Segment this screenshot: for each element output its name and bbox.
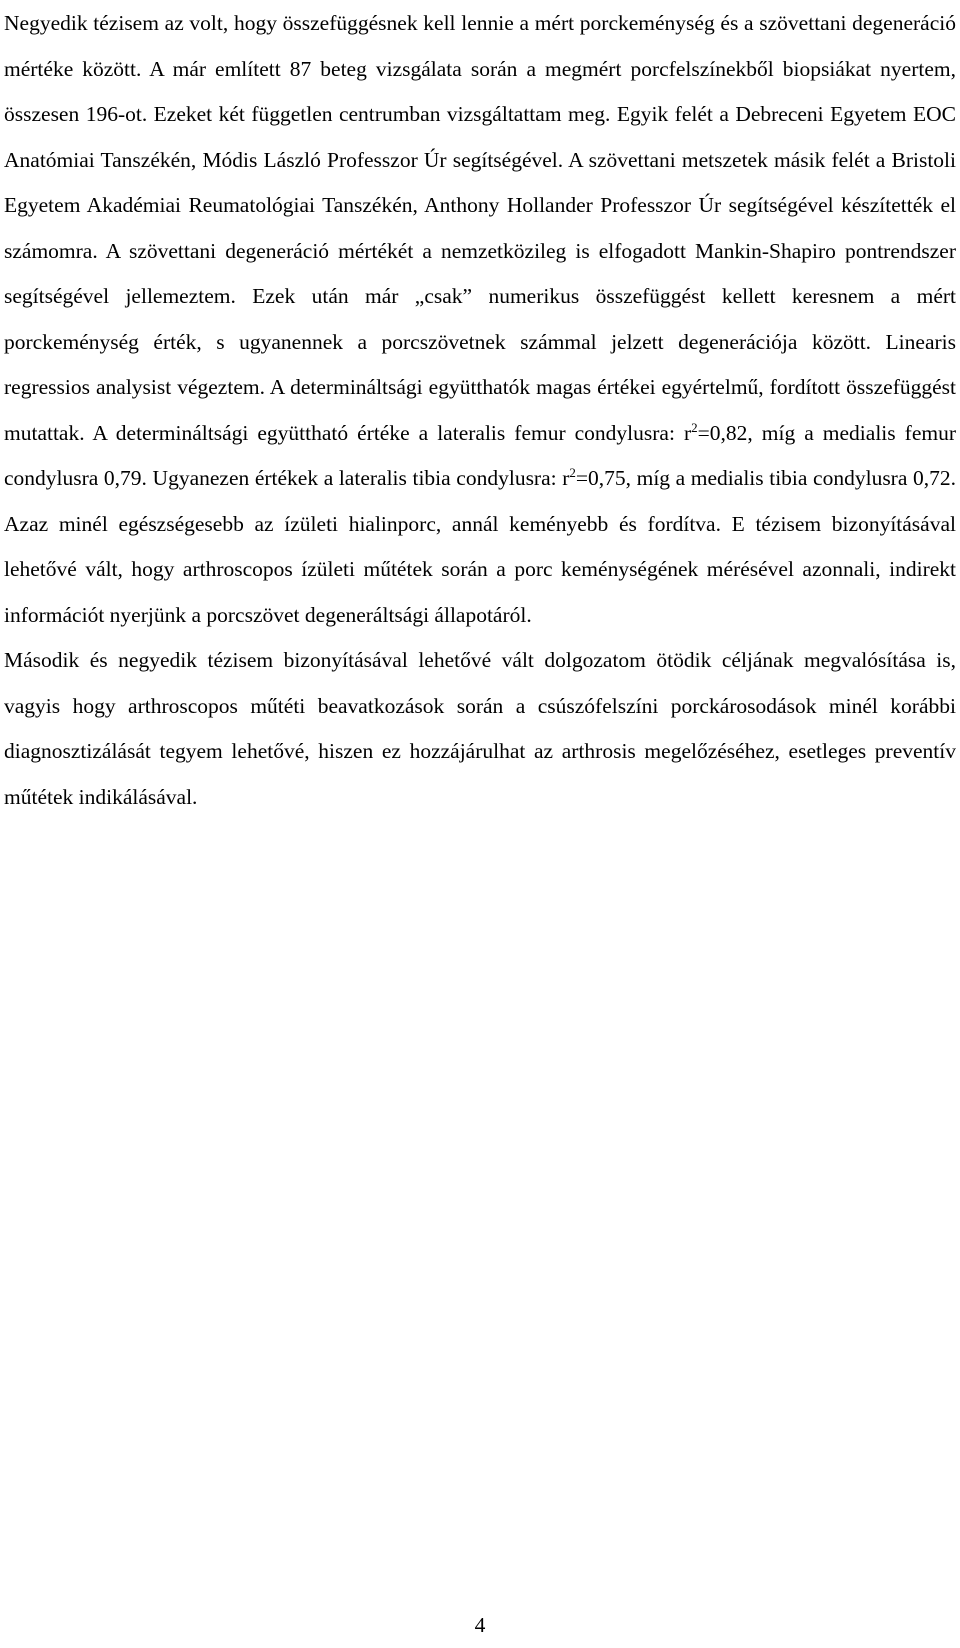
paragraph-text-segment: =0,82, míg a medialis femur condylusra 0,79. Ugyanezen értékek a lateralis tibia condylusra: r — [4, 420, 956, 490]
paragraph-text-segment: =0,75, míg a medialis tibia condylusra 0,72. Azaz minél egészségesebb az ízületi hialinporc, annál keményebb és fordítva. E tézisem bizonyításával lehetővé vált, hogy arthroscopos ízületi műtétek során a porc keménységének mérésével azonnali, indirekt információt nyerjünk a porcszövet degeneráltsági állapotáról. — [4, 466, 956, 627]
page-number: 4 — [474, 1613, 486, 1637]
superscript-exponent: 2 — [569, 465, 576, 480]
paragraph-conclusion: Második és negyedik tézisem bizonyításával lehetővé vált dolgozatom ötödik céljának megvalósítása is, vagyis hogy arthroscopos műtéti beavatkozások során a csúszófelszíni porckárosodások minél korábbi diagnosztizálását tegyem lehetővé, hiszen ez hozzájárulhat az arthrosis megelőzéséhez, esetleges preventív műtétek indikálásával. — [4, 648, 956, 809]
paragraph-thesis-four — [4, 1, 956, 638]
superscript-exponent: 2 — [691, 419, 698, 435]
body-text — [4, 1, 956, 820]
paragraph-text-segment: Negyedik tézisem az volt, hogy összefüggésnek kell lennie a mért porckeménység és a szövettani degeneráció mértéke között. A már említett 87 beteg vizsgálata során a megmért porcfelszínekből biopsiákat nyertem, összesen 196-ot. Ezeket két független centrumban vizsgáltattam meg. Egyik felét a Debreceni Egyetem EOC Anatómiai Tanszékén, Módis László Professzor Úr segítségével. A szövettani metszetek másik felét a Bristoli Egyetem Akadémiai Reumatológiai Tanszékén, Anthony Hollander Professzor Úr segítségével készítették el számomra. A szövettani degeneráció mértékét a nemzetközileg is elfogadott Mankin-Shapiro pontrendszer segítségével jellemeztem. Ezek után már „csak” numerikus összefüggést kellett keresnem a mért porckeménység érték, s ugyanennek a porcszövetnek számmal jelzett degenerációja között. Linearis regressios analysist végeztem. A determináltsági együtthatók magas értékei egyértelmű, fordított összefüggést mutattak. A determináltsági együttható értéke a lateralis femur condylusra: r — [4, 11, 956, 445]
